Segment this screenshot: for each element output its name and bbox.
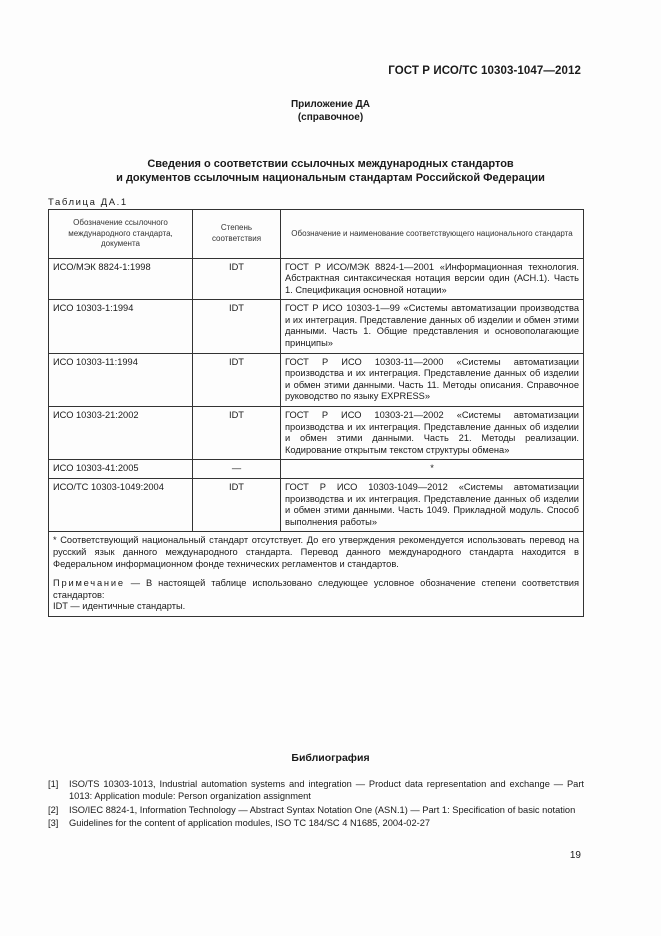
header-ref: Обозначение ссылочного международного стандарта, документа (49, 210, 193, 259)
page-number: 19 (569, 850, 581, 861)
bibliography-text: Guidelines for the content of application modules, ISO TC 184/SC 4 N1685, 2004-02-27 (69, 818, 431, 829)
appendix-title: Приложение ДА (290, 99, 371, 110)
bibliography-text: ISO/TS 10303-1013, Industrial automation systems and integration — Product data representation and exchange — Part 1013: Application module: Person organization assignment (69, 779, 584, 801)
cell-degree: IDT (193, 479, 281, 532)
table-caption: Таблица ДА.1 (48, 197, 128, 208)
table-footnote: * Соответствующий национальный стандарт отсутствует. До его утверждения рекомендуется использовать перевод на русский язык данного международного стандарта. Перевод данного международного стандарта находится в Федеральном информационном фонде технических регламентов и стандартов. (53, 535, 579, 569)
cell-ref: ИСО 10303-11:1994 (49, 353, 193, 406)
cell-national: ГОСТ Р ИСО/МЭК 8824-1—2001 «Информационная технология. Абстрактная синтаксическая нотация версии один (АСН.1). Часть 1. Спецификация основной нотации» (281, 258, 584, 300)
bibliography-item (48, 779, 584, 803)
bibliography-list (48, 779, 584, 832)
header-national: Обозначение и наименование соответствующего национального стандарта (281, 210, 584, 259)
cell-ref: ИСО 10303-41:2005 (49, 460, 193, 479)
table-row (49, 353, 584, 406)
table-row (49, 407, 584, 460)
cell-degree: — (193, 460, 281, 479)
cell-degree: IDT (193, 353, 281, 406)
note-idt: IDT — идентичные стандарты. (53, 601, 186, 612)
table-row (49, 460, 584, 479)
cell-national: ГОСТ Р ИСО 10303-21—2002 «Системы автоматизации производства и их интеграция. Представление данных об изделии и обмен этими данными. Часть 21. Методы реализации. Кодирование открытым текстом структуры обмена» (281, 407, 584, 460)
cell-degree: IDT (193, 300, 281, 353)
cell-ref: ИСО/ТС 10303-1049:2004 (49, 479, 193, 532)
bibliography-number: [1] (48, 779, 59, 789)
section-title-line1: Сведения о соответствии ссылочных международных стандартов (147, 158, 514, 170)
appendix-heading (0, 98, 661, 124)
cell-national: * (281, 460, 584, 479)
cell-national: ГОСТ Р ИСО 10303-1049—2012 «Системы автоматизации производства и их интеграция. Представление данных об изделии и обмен этими данными. Часть 1049. Прикладной модуль. Способ выполнения работы» (281, 479, 584, 532)
correspondence-table (48, 209, 584, 617)
table-note (53, 578, 579, 601)
bibliography-number: [2] (48, 804, 59, 815)
table-row (49, 258, 584, 300)
cell-degree: IDT (193, 407, 281, 460)
cell-ref: ИСО 10303-1:1994 (49, 300, 193, 353)
bibliography-title: Библиография (291, 752, 370, 764)
table-notes-row (49, 532, 584, 617)
bibliography-number: [3] (48, 818, 59, 829)
cell-national: ГОСТ Р ИСО 10303-1—99 «Системы автоматизации производства и их интеграция. Представление данных об изделии и обмен этими данными. Часть 1. Общие представления и основополагающие принципы» (281, 300, 584, 353)
cell-national: ГОСТ Р ИСО 10303-11—2000 «Системы автоматизации производства и их интеграция. Представление данных об изделии и обмен этими данными. Часть 11. Методы описания. Справочное руководство по языку EXPRESS» (281, 353, 584, 406)
table-row (49, 479, 584, 532)
bibliography-item (48, 805, 584, 817)
section-title (0, 157, 661, 185)
table-header-row (49, 210, 584, 259)
cell-ref: ИСО/МЭК 8824-1:1998 (49, 258, 193, 300)
note-text: — В настоящей таблице использовано следующее условное обозначение степени соответствия стандартов: (53, 578, 579, 600)
section-title-line2: и документов ссылочным национальным стандартам Российской Федерации (116, 172, 545, 184)
cell-degree: IDT (193, 258, 281, 300)
note-label: Примечание (53, 578, 125, 589)
cell-ref: ИСО 10303-21:2002 (49, 407, 193, 460)
standard-code: ГОСТ Р ИСО/ТС 10303-1047—2012 (388, 65, 581, 77)
table-row (49, 300, 584, 353)
bibliography-text: ISO/IEC 8824-1, Information Technology — Abstract Syntax Notation One (ASN.1) — Part 1: Specification of basic notation (69, 804, 576, 815)
appendix-subtitle: (справочное) (297, 112, 364, 123)
bibliography-item (48, 818, 584, 830)
header-degree: Степень соответствия (193, 210, 281, 259)
table-notes (49, 532, 584, 617)
